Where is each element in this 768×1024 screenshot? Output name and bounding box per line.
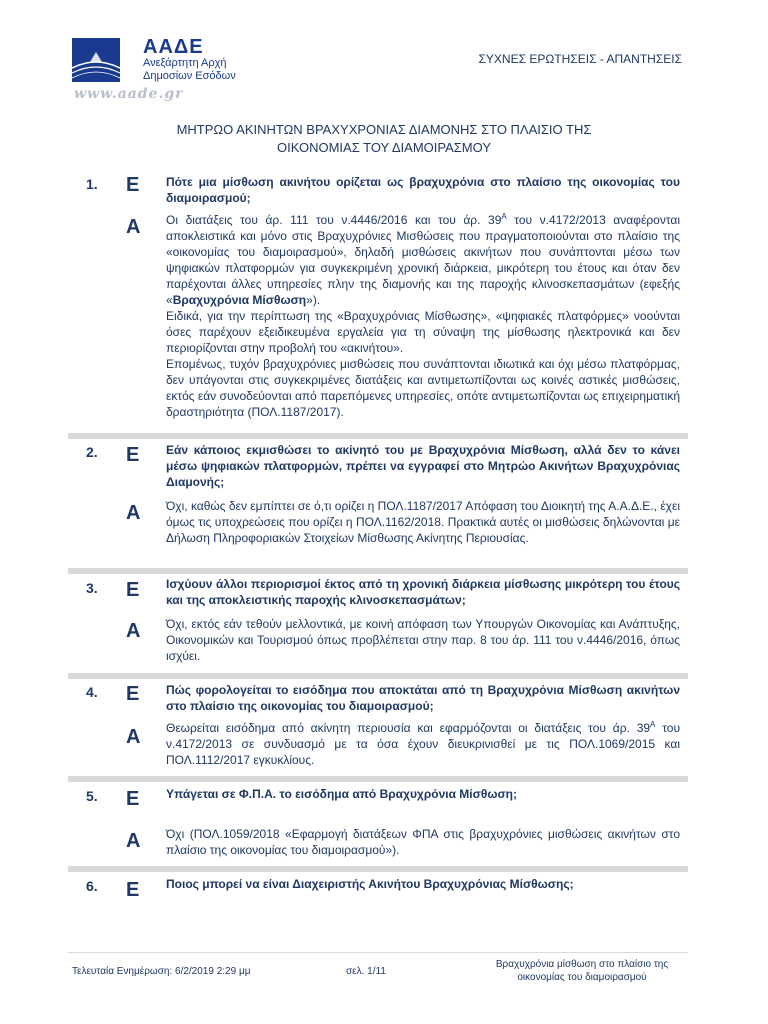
separator [68, 776, 688, 782]
question-label: Ε [126, 444, 140, 466]
answer-text [166, 720, 680, 768]
footer-page-number: σελ. 1/11 [346, 966, 386, 977]
question-number: 2. [86, 444, 98, 460]
answer-superscript: Α [650, 720, 656, 729]
answer-paragraph: Επομένως, τυχόν βραχυχρόνιες μισθώσεις που συνάπτονται ιδιωτικά και όχι μέσω πλατφόρμας, δεν υπάγονται στις συγκεκριμένες διατάξεις και αντιμετωπίζονται ως κοινές αστικές μισθώσεις, εκτός εάν συνοδεύονται από παρεπόμενες υπηρεσίες, οπότε αντιμετωπίζονται ως επιχειρηματική δραστηριότητα (ΠΟΛ.1187/2017). [166, 357, 680, 419]
answer-part: Θεωρείται εισόδημα από ακίνητη περιουσία και εφαρμόζονται οι διατάξεις του άρ. 39 [166, 721, 651, 735]
aade-logo-icon [72, 38, 120, 82]
answer-text: Όχι (ΠΟΛ.1059/2018 «Εφαρμογή διατάξεων ΦΠΑ στις βραχυχρόνιες μισθώσεις ακινήτων στο πλαίσιο της οικονομίας του διαμοιρασμού»). [166, 827, 680, 857]
answer-label: Α [126, 726, 141, 748]
answer-text [166, 212, 680, 420]
answer-text: Όχι, εκτός εάν τεθούν μελλοντικά, με κοινή απόφαση των Υπουργών Οικονομίας και Ανάπτυξης, Οικονομικών και Τουρισμού όπως προβλέπεται στην παρ. 8 του άρ. 111 του ν.4446/2016, όπως ισχύει. [166, 617, 680, 663]
separator [68, 568, 688, 574]
question-label: Ε [126, 174, 140, 196]
logo-subtitle-2: Δημοσίων Εσόδων [143, 70, 236, 82]
document-title [0, 121, 768, 157]
question-number: 4. [86, 684, 98, 700]
answer-paragraph: Ειδικά, για την περίπτωση της «Βραχυχρόνιας Μίσθωσης», «ψηφιακές πλατφόρμες» νοούνται όσες παρέχουν εξειδικευμένα εργαλεία για τη σύναψη της μίσθωσης ηλεκτρονικά και δεν περιορίζονται στην προβολή του «ακινήτου». [166, 309, 680, 355]
question-number: 1. [86, 176, 98, 192]
answer-label: Α [126, 830, 141, 852]
separator [68, 433, 688, 439]
answer-part: του ν.4172/2013 σε συνδυασμό με τα όσα έχουν διευκρινισθεί με τις ΠΟΛ.1069/2015 και ΠΟΛ.1112/2017 εγκυκλίους. [166, 721, 681, 767]
question-label: Ε [126, 579, 140, 601]
answer-part: του ν.4172/2013 αναφέρονται αποκλειστικά και μόνο στις Βραχυχρόνιες Μισθώσεις που πραγματοποιούνται στο πλαίσιο της «οικονομίας του διαμοιρασμού», δηλαδή μισθώσεις ακινήτων που συνάπτονται μέσω των ψηφιακών πλατφορμών για συγκεκριμένη χρονική διάρκεια, μικρότερη του έτους και όταν δεν παρέχονται άλλες υπηρεσίες πλην της διαμονής και της παροχής κλινοσκεπασμάτων (εφεξής « [166, 213, 680, 307]
question-number: 6. [86, 878, 98, 894]
question-text: Ποιος μπορεί να είναι Διαχειριστής Ακινήτου Βραχυχρόνιας Μίσθωσης; [166, 877, 574, 891]
answer-label: Α [126, 502, 141, 524]
answer-superscript: Α [501, 212, 507, 221]
answer-bold-term: Βραχυχρόνια Μίσθωση [172, 293, 307, 307]
answer-text: Όχι, καθώς δεν εμπίπτει σε ό,τι ορίζει η ΠΟΛ.1187/2017 Απόφαση του Διοικητή της Α.Α.Δ.Ε., έχει όμως τις υποχρεώσεις που ορίζει η ΠΟΛ.1162/2018. Πρακτικά αυτές οι μισθώσεις δηλώνονται με Δήλωση Πληροφοριακών Στοιχείων Μίσθωσης Ακίνητης Περιουσίας. [166, 499, 680, 545]
logo-subtitle-1: Ανεξάρτητη Αρχή [143, 57, 227, 69]
answer-label: Α [126, 216, 141, 238]
title-line-2: ΟΙΚΟΝΟΜΙΑΣ ΤΟΥ ΔΙΑΜΟΙΡΑΣΜΟΥ [277, 140, 491, 155]
question-text: Πώς φορολογείται το εισόδημα που αποκτάται από τη Βραχυχρόνια Μίσθωση ακινήτων στο πλαίσιο της οικονομίας του διαμοιρασμού; [166, 683, 680, 713]
question-label: Ε [126, 788, 140, 810]
question-label: Ε [126, 879, 140, 901]
title-line-1: ΜΗΤΡΩΟ ΑΚΙΝΗΤΩΝ ΒΡΑΧΥΧΡΟΝΙΑΣ ΔΙΑΜΟΝΗΣ ΣΤΟ ΠΛΑΙΣΙΟ ΤΗΣ [176, 122, 592, 137]
question-text: Εάν κάποιος εκμισθώσει το ακίνητό του με Βραχυχρόνια Μίσθωση, αλλά δεν το κάνει μέσω ψηφιακών πλατφορμών, πρέπει να εγγραφεί στο Μητρώο Ακινήτων Βραχυχρόνιας Διαμονής; [166, 443, 680, 489]
footer-title-line-2: οικονομίας του διαμοιρασμού [517, 972, 647, 983]
answer-label: Α [126, 620, 141, 642]
footer-document-title [482, 958, 682, 984]
answer-part: »). [306, 293, 321, 307]
question-text: Υπάγεται σε Φ.Π.Α. το εισόδημα από Βραχυχρόνια Μίσθωση; [166, 787, 518, 801]
question-number: 3. [86, 580, 98, 596]
question-text: Πότε μια μίσθωση ακινήτου ορίζεται ως βραχυχρόνια στο πλαίσιο της οικονομίας του διαμοιρασμού; [166, 175, 680, 205]
page-header [0, 0, 768, 100]
footer-title-line-1: Βραχυχρόνια μίσθωση στο πλαίσιο της [495, 959, 669, 970]
answer-part: Οι διατάξεις του άρ. 111 του ν.4446/2016 και του άρ. 39 [166, 213, 502, 227]
logo-name: ΑΑΔΕ [143, 36, 204, 58]
header-section-title: ΣΥΧΝΕΣ ΕΡΩΤΗΣΕΙΣ - ΑΠΑΝΤΗΣΕΙΣ [478, 52, 682, 66]
question-number: 5. [86, 788, 98, 804]
separator [68, 866, 688, 872]
logo-website: www.aade.gr [74, 86, 184, 102]
separator [68, 673, 688, 679]
footer-last-updated: Τελευταία Ενημέρωση: 6/2/2019 2:29 μμ [72, 966, 251, 977]
footer-divider [68, 952, 688, 953]
question-label: Ε [126, 683, 140, 705]
question-text: Ισχύουν άλλοι περιορισμοί έκτος από τη χρονική διάρκεια μίσθωσης μικρότερη του έτους και της αποκλειστικής παροχής κλινοσκεπασμάτων; [166, 577, 680, 607]
